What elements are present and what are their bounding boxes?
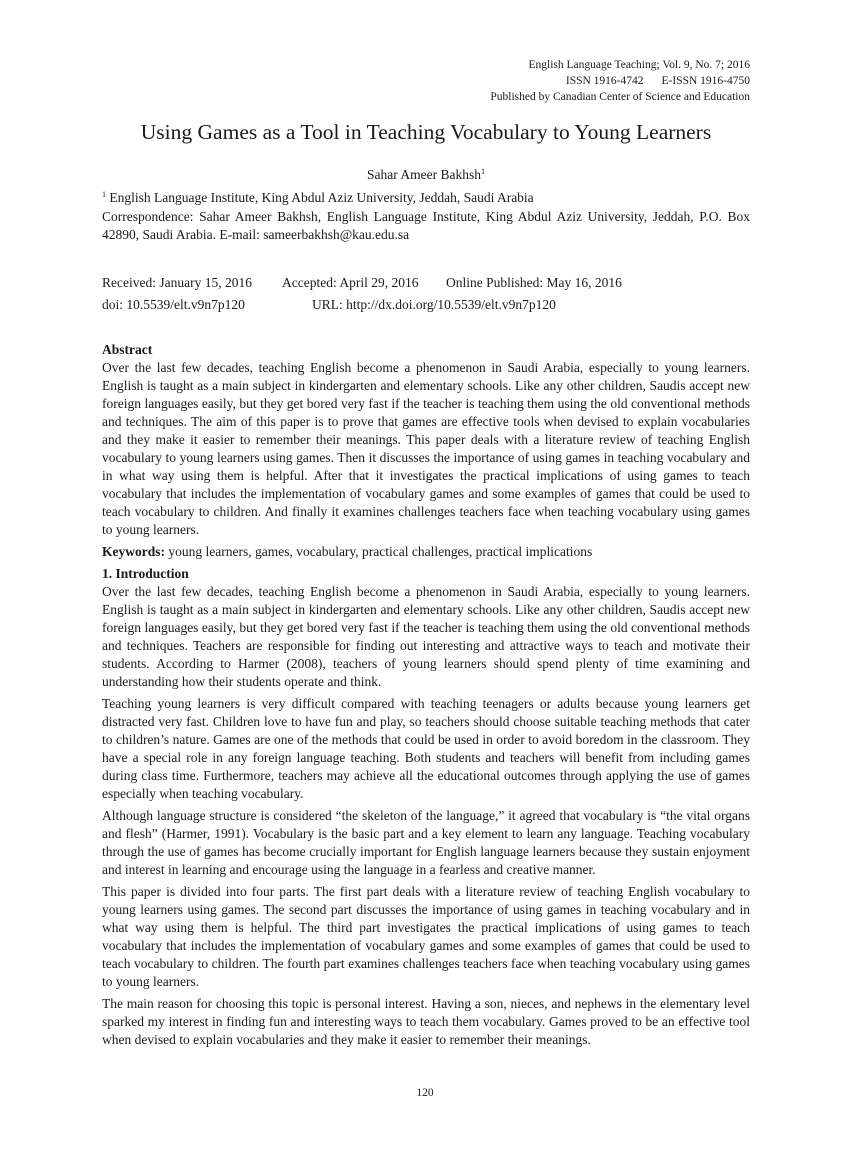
intro-paragraph: Over the last few decades, teaching English become a phenomenon in Saudi Arabia, especially to young learners. English is taught as a main subject in kindergarten and elementary schools. Like any other children, Saudis accept new foreign languages easily, but they get bored very fast if the teacher is teaching them using the old conventional methods and techniques. Teachers are responsible for finding out interesting and attractive ways to teach and motivate their students. According to Harmer (2008), teachers of young learners should spend plenty of time examining and understanding how their students operate and think. (102, 584, 750, 689)
doi-line (102, 296, 750, 314)
intro-paragraph: Although language structure is considered “the skeleton of the language,” it agreed that vocabulary is “the vital organs and flesh” (Harmer, 1991). Vocabulary is the basic part and a key element to learn any language. Teaching vocabulary through the use of games has become crucially important for English language learners because they sustain enjoyment and interest in learning and encourage using the language in a fearless and creative manner. (102, 808, 750, 877)
keywords (102, 543, 750, 561)
affiliation (102, 186, 750, 207)
doi-url[interactable]: URL: http://dx.doi.org/10.5539/elt.v9n7p120 (312, 297, 556, 312)
received-date: Received: January 15, 2016 (102, 275, 252, 290)
intro-paragraph: The main reason for choosing this topic is personal interest. Having a son, nieces, and nephews in the elementary level sparked my interest in finding fun and interesting ways to teach them vocabulary. Games proved to be an effective tool when devised to explain vocabularies and they make it easier to remember their meanings. (102, 996, 750, 1047)
intro-paragraph: This paper is divided into four parts. The first part deals with a literature review of teaching English vocabulary to young learners using games. The second part discusses the importance of using games in teaching vocabulary and in what way using them is helpful. The third part investigates the practical implications of using games to teach vocabulary that includes the implementation of vocabulary games and some examples of games that could be used to teach vocabulary to children. The fourth part examines challenges teachers face when teaching vocabulary using games to young learners. (102, 884, 750, 989)
keywords-text: young learners, games, vocabulary, practical challenges, practical implications (165, 544, 593, 559)
accepted-date: Accepted: April 29, 2016 (282, 275, 419, 290)
intro-paragraph: Teaching young learners is very difficult compared with teaching teenagers or adults because young learners get distracted very fast. Children love to have fun and play, so teachers should choose suitable teaching methods that cater to children’s nature. Games are one of the methods that could be used in order to avoid boredom in the classroom. They have a special role in any foreign language teaching. Both students and teachers will benefit from including games during class time. Furthermore, teachers may achieve all the educational outcomes through applying the use of games especially when teaching vocabulary. (102, 696, 750, 801)
affiliation-text: English Language Institute, King Abdul Aziz University, Jeddah, Saudi Arabia (109, 190, 534, 205)
author-superscript: 1 (480, 167, 485, 176)
correspondence: Correspondence: Sahar Ameer Bakhsh, English Language Institute, King Abdul Aziz University, Jeddah, P.O. Box 42890, Saudi Arabia. E-mail: sameerbakhsh@kau.edu.sa (102, 209, 750, 242)
publisher: Published by Canadian Center of Science and Education (490, 91, 750, 103)
abstract-text: Over the last few decades, teaching English become a phenomenon in Saudi Arabia, especially to young learners. English is taught as a main subject in kindergarten and elementary schools. Like any other children, Saudis accept new foreign languages easily, but they get bored very fast if the teacher is teaching them using the old conventional methods and techniques. The aim of this paper is to prove that games are effective tools when devised to explain vocabularies and they make it easier to remember their meanings. This paper deals with a literature review of teaching English vocabulary to young learners using games. Then it discusses the importance of using games in teaching vocabulary and in what way using them is helpful. After that it investigates the practical implications of using games to teach vocabulary that includes the implementation of vocabulary games and some examples of games that could be used to teach vocabulary to children. And finally it examines challenges teachers face when teaching vocabulary using games to young learners. (102, 360, 750, 537)
paper-title: Using Games as a Tool in Teaching Vocabulary to Young Learners (140, 120, 712, 144)
eissn: E-ISSN 1916-4750 (661, 75, 750, 87)
page-number: 120 (416, 1087, 434, 1099)
issn: ISSN 1916-4742 (565, 75, 644, 87)
issn-line (350, 73, 750, 89)
journal-citation: English Language Teaching; Vol. 9, No. 7; 2016 (528, 59, 750, 71)
abstract-heading: Abstract (102, 342, 153, 357)
author-line (102, 163, 750, 184)
keywords-label: Keywords: (102, 544, 165, 559)
doi: doi: 10.5539/elt.v9n7p120 (102, 297, 245, 312)
article-dates (102, 274, 750, 292)
introduction-heading: 1. Introduction (102, 566, 189, 581)
affiliation-superscript: 1 (102, 190, 106, 199)
running-header (350, 57, 750, 105)
body-content (102, 341, 750, 1053)
author-name: Sahar Ameer Bakhsh (367, 167, 481, 182)
published-date: Online Published: May 16, 2016 (446, 275, 622, 290)
